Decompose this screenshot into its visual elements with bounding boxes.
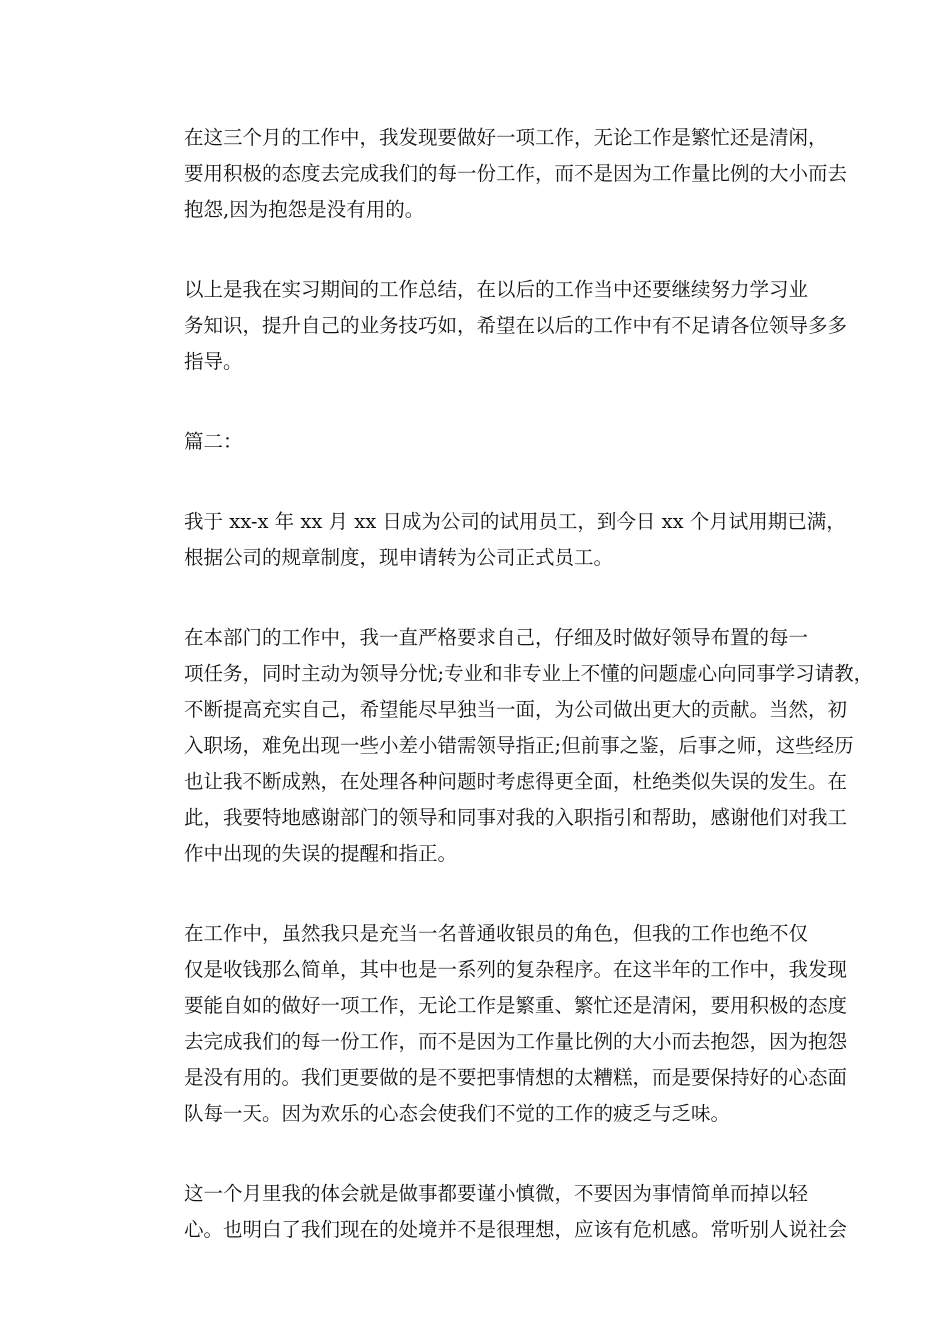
text-line: 在工作中，虽然我只是充当一名普通收银员的角色，但我的工作也绝不仅 (184, 922, 809, 945)
text-line: 抱怨,因为抱怨是没有用的。 (184, 198, 425, 221)
paragraph-monthly-reflection (145, 1176, 848, 1248)
text-line: 仅是收钱那么简单，其中也是一系列的复杂程序。在这半年的工作中，我发现 (184, 958, 848, 981)
text-line: 这一个月里我的体会就是做事都要谨小慎微，不要因为事情简单而掉以轻 (184, 1182, 809, 1205)
text-line: 要用积极的态度去完成我们的每一份工作，而不是因为工作量比例的大小而去 (184, 162, 848, 185)
text-line: 作中出现的失误的提醒和指正。 (184, 842, 458, 865)
text-line: 入职场，难免出现一些小差小错需领导指正;但前事之鉴，后事之师，这些经历 (184, 734, 854, 757)
text-line: 务知识，提升自己的业务技巧如，希望在以后的工作中有不足请各位领导多多 (184, 314, 848, 337)
text-line: 我于 xx-x 年 xx 月 xx 日成为公司的试用员工，到今日 xx 个月试用期已满， (184, 510, 846, 533)
paragraph-work-attitude (145, 120, 848, 228)
text-line: 篇二： (184, 430, 243, 453)
text-line: 不断提高充实自己，希望能尽早独当一面，为公司做出更大的贡献。当然，初 (184, 698, 848, 721)
text-line: 项任务，同时主动为领导分忧;专业和非专业上不懂的问题虚心向同事学习请教， (184, 662, 874, 685)
text-line: 去完成我们的每一份工作，而不是因为工作量比例的大小而去抱怨，因为抱怨 (184, 1030, 848, 1053)
paragraph-department-work (145, 620, 874, 872)
text-line: 队每一天。因为欢乐的心态会使我们不觉的工作的疲乏与乏味。 (184, 1102, 731, 1125)
text-line: 以上是我在实习期间的工作总结，在以后的工作当中还要继续努力学习业 (184, 278, 809, 301)
paragraph-internship-summary (145, 272, 848, 380)
text-line: 此，我要特地感谢部门的领导和同事对我的入职指引和帮助，感谢他们对我工 (184, 806, 848, 829)
text-line: 要能自如的做好一项工作，无论工作是繁重、繁忙还是清闲，要用积极的态度 (184, 994, 848, 1017)
text-line: 指导。 (184, 350, 243, 373)
text-line: 根据公司的规章制度，现申请转为公司正式员工。 (184, 546, 614, 569)
paragraph-cashier-work (145, 916, 848, 1132)
text-line: 在本部门的工作中，我一直严格要求自己，仔细及时做好领导布置的每一 (184, 626, 809, 649)
text-line: 在这三个月的工作中，我发现要做好一项工作，无论工作是繁忙还是清闲， (184, 126, 828, 149)
text-line: 心。也明白了我们现在的处境并不是很理想，应该有危机感。常听别人说社会 (184, 1218, 848, 1241)
document-body (145, 120, 874, 1292)
section-heading (145, 424, 805, 460)
paragraph-probation-application (145, 504, 846, 576)
text-line: 也让我不断成熟，在处理各种问题时考虑得更全面，杜绝类似失误的发生。在 (184, 770, 848, 793)
text-line: 是没有用的。我们更要做的是不要把事情想的太糟糕，而是要保持好的心态面 (184, 1066, 848, 1089)
